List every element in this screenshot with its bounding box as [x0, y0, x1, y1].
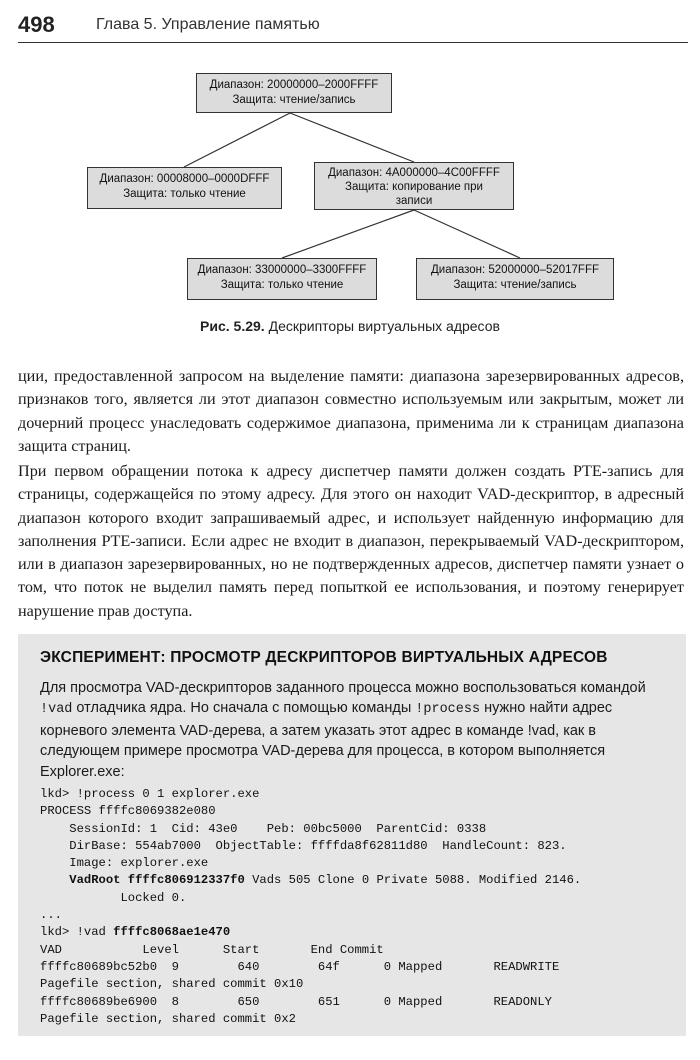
- vad-node-left: [87, 167, 282, 209]
- node-range: Диапазон: 00008000–0000DFFF: [99, 173, 270, 185]
- node-range: Диапазон: 20000000–2000FFFF: [209, 79, 379, 91]
- connector-root-left: [184, 113, 290, 167]
- code-vad-address: ffffc8068ae1e470: [113, 925, 231, 940]
- code-listing: [40, 786, 680, 1028]
- page-number: 498: [18, 12, 55, 37]
- code-line: PROCESS ffffc8069382e080: [40, 804, 216, 819]
- code-line: DirBase: 554ab7000 ObjectTable: ffffda8f62811d80 HandleCount: 823.: [40, 838, 567, 853]
- exp-cmd-process: !process: [415, 702, 481, 718]
- node-protection-cont: записи: [395, 195, 433, 207]
- code-line: ...: [40, 908, 62, 923]
- figure-label: Рис. 5.29.: [200, 318, 265, 334]
- node-protection: Защита: только чтение: [220, 279, 344, 291]
- connector-right-rr: [414, 210, 520, 258]
- vad-node-right-left: [187, 258, 377, 300]
- code-prompt: lkd> !vad: [40, 925, 114, 940]
- node-range: Диапазон: 52000000–52017FFF: [431, 264, 599, 276]
- figure-caption: [0, 318, 700, 334]
- code-line: [40, 924, 680, 941]
- code-line: Locked 0.: [40, 890, 187, 905]
- code-line: Pagefile section, shared commit 0x2: [40, 1011, 296, 1026]
- body-paragraph-2: При первом обращении потока к адресу диспетчер памяти должен создать PTE-запись для страницы, содержащейся по этому адресу. Для этого он находит VAD-дескриптор, в адресный диапазон которого входит запрашиваемый адрес, и использует найденную информацию для заполнения PTE-записи. Если адрес не входит в диапазон, перекрываемый VAD-дескриптором, или в диапазон зарезервированных, но не подтвержденных адресов, диспетчер памяти узнает о том, что поток не выделил память перед попыткой ее использования, и поэтому генерирует нарушение прав доступа.: [18, 462, 684, 620]
- connector-right-rl: [282, 210, 414, 258]
- code-line: lkd> !process 0 1 explorer.exe: [40, 787, 260, 801]
- code-line: [40, 872, 680, 889]
- node-protection: Защита: только чтение: [123, 188, 246, 200]
- chapter-title: Глава 5. Управление памятью: [96, 16, 320, 33]
- node-range: Диапазон: 4A000000–4C00FFFF: [328, 167, 500, 179]
- exp-text-1: Для просмотра VAD-дескрипторов заданного процесса можно воспользоваться командой: [40, 680, 646, 696]
- body-paragraph-1: ции, предоставленной запросом на выделение памяти: диапазона зарезервированных адресов, признаков того, является ли этот диапазон совместно используемым или закрытым, может ли дочерний процесс унаследовать содержимое диапазона, применима ли к страницам диапазона защита страниц.: [18, 367, 684, 455]
- code-line: Image: explorer.exe: [40, 856, 209, 871]
- vad-node-right: [314, 162, 514, 210]
- node-protection: Защита: чтение/запись: [453, 279, 577, 291]
- node-protection: Защита: копирование при: [345, 181, 483, 193]
- code-line: SessionId: 1 Cid: 43e0 Peb: 00bc5000 ParentCid: 0338: [40, 821, 487, 836]
- code-line: Pagefile section, shared commit 0x10: [40, 977, 304, 992]
- experiment-box: [18, 634, 686, 1036]
- experiment-description: [40, 678, 668, 782]
- node-range: Диапазон: 33000000–3300FFFF: [197, 264, 367, 276]
- experiment-title: ЭКСПЕРИМЕНТ: ПРОСМОТР ДЕСКРИПТОРОВ ВИРТУАЛЬНЫХ АДРЕСОВ: [40, 649, 608, 666]
- connector-root-right: [290, 113, 414, 162]
- code-line-rest: Vads 505 Clone 0 Private 5088. Modified 2146.: [244, 873, 582, 888]
- code-line: VAD Level Start End Commit: [40, 942, 384, 957]
- vad-node-right-right: [416, 258, 614, 300]
- vad-node-root: [196, 73, 392, 113]
- exp-text-2: отладчика ядра. Но сначала с помощью команды: [72, 700, 416, 717]
- node-protection: Защита: чтение/запись: [232, 94, 356, 106]
- exp-cmd-vad: !vad: [40, 702, 73, 718]
- vad-tree-diagram: [0, 0, 700, 350]
- exp-text-3: нужно найти адрес корневого элемента VAD-дерева, а затем указать этот адрес в команде !vad, как в следующем примере просмотра VAD-дерева для процесса, в котором выполняется Explorer.exe:: [40, 700, 613, 780]
- code-vadroot: VadRoot ffffc806912337f0: [69, 873, 245, 888]
- figure-text: Дескрипторы виртуальных адресов: [268, 318, 500, 334]
- code-line: ffffc80689bc52b0 9 640 64f 0 Mapped READWRITE: [40, 959, 560, 974]
- code-line: ffffc80689be6900 8 650 651 0 Mapped READONLY: [40, 994, 552, 1009]
